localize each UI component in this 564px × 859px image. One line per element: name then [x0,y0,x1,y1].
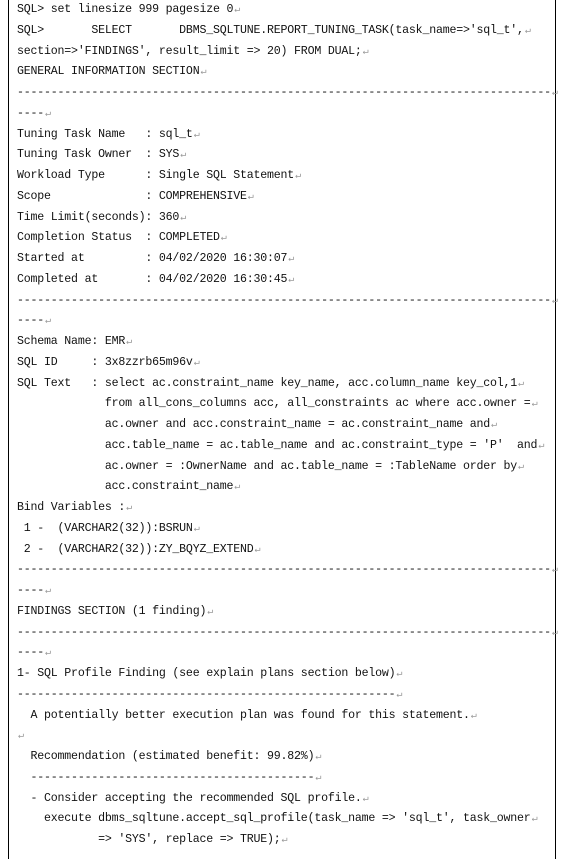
document-line [17,685,402,706]
line-text: SQL> SELECT DBMS_SQLTUNE.REPORT_TUNING_TASK(task_name=>'sql_t', [17,23,524,37]
return-mark-icon: ↵ [396,689,403,701]
line-text: Tuning Task Owner : SYS [17,148,180,162]
return-mark-icon: ↵ [281,835,288,846]
return-mark-icon: ↵ [551,565,558,577]
document-line [17,311,51,332]
line-text: => 'SYS', replace => TRUE); [17,833,281,846]
return-mark-icon: ↵ [200,67,207,79]
return-mark-icon: ↵ [551,295,558,307]
line-text: from all_cons_columns acc, all_constraints ac where acc.owner = [17,397,531,411]
document-line [17,187,254,208]
line-text: Recommendation (estimated benefit: 99.82%) [17,750,315,763]
document-line [17,602,213,623]
document-line [17,664,402,685]
document-line [17,21,531,42]
document-line [17,643,51,664]
document-line [17,436,544,457]
document-line [17,519,200,540]
line-text: Schema Name: EMR [17,335,126,348]
document-line [17,332,132,353]
line-text: Workload Type : Single SQL Statement [17,169,295,182]
document-line [17,249,294,270]
return-mark-icon: ↵ [538,440,545,452]
document-frame [8,0,556,859]
line-text: ------------------------------------------ [17,770,315,784]
line-text: ------------------------------------------------------------------------------- [17,293,551,307]
document-line [17,768,321,789]
document-line [17,809,537,830]
line-text: ------------------------------------------------------------------------------- [17,625,551,639]
line-text: execute dbms_sqltune.accept_sql_profile(task_name => 'sql_t', task_owner [17,812,531,826]
document-line [17,706,477,727]
document-line [17,457,524,478]
document-line [17,166,301,187]
document-line [17,208,186,229]
return-mark-icon: ↵ [396,669,403,680]
return-mark-icon: ↵ [362,46,369,58]
return-mark-icon: ↵ [247,191,254,203]
document-line [17,581,51,602]
return-mark-icon: ↵ [234,5,241,16]
document-line [17,540,260,561]
document-line [17,104,51,125]
document-line [17,83,558,104]
return-mark-icon: ↵ [254,544,261,556]
return-mark-icon: ↵ [524,25,531,37]
line-text: Scope : COMPREHENSIVE [17,189,247,203]
line-text: Bind Variables : [17,501,126,514]
document-line [17,726,24,747]
document-line [17,394,537,415]
line-text: 1 - (VARCHAR2(32)):BSRUN [17,521,193,535]
return-mark-icon: ↵ [288,274,295,286]
document-line [17,125,200,146]
line-text: ac.owner and acc.constraint_name = ac.constraint_name and [17,418,491,431]
return-mark-icon: ↵ [45,108,51,120]
return-mark-icon: ↵ [288,254,295,265]
line-text: acc.constraint_name [17,480,234,494]
document-line [17,415,497,436]
line-text: - Consider accepting the recommended SQL profile. [17,791,362,805]
line-text: Tuning Task Name : sql_t [17,127,193,141]
line-text: 1- SQL Profile Finding (see explain plans section below) [17,667,396,680]
line-text: ---- [17,106,45,120]
line-text: -------------------------------------------------------- [17,687,396,701]
return-mark-icon: ↵ [193,129,200,141]
line-text: ---- [17,314,45,328]
return-mark-icon: ↵ [491,420,497,431]
return-mark-icon: ↵ [207,606,214,618]
line-text: section=>'FINDINGS', result_limit => 20) FROM DUAL; [17,44,362,58]
return-mark-icon: ↵ [470,710,477,722]
document-line [17,374,524,395]
line-text: acc.table_name = ac.table_name and ac.constraint_type = 'P' and [17,438,538,452]
line-text: ac.owner = :OwnerName and ac.table_name = :TableName order by [17,459,518,473]
document-line [17,145,186,166]
line-text: ---- [17,646,45,660]
document-line [17,228,227,249]
return-mark-icon: ↵ [193,357,200,369]
line-text: Completed at : 04/02/2020 16:30:45 [17,272,288,286]
document-line [17,62,206,83]
document-line [17,42,368,63]
document-line [17,623,558,644]
return-mark-icon: ↵ [126,337,132,348]
document-line [17,270,294,291]
return-mark-icon: ↵ [551,627,558,639]
return-mark-icon: ↵ [180,150,187,162]
line-text: 2 - (VARCHAR2(32)):ZY_BQYZ_EXTEND [17,542,254,556]
document-line [17,0,240,21]
line-text: ---- [17,584,45,597]
return-mark-icon: ↵ [531,399,538,411]
return-mark-icon: ↵ [518,461,524,473]
return-mark-icon: ↵ [193,523,200,535]
document-line [17,830,287,851]
return-mark-icon: ↵ [126,503,132,514]
document-line [17,789,368,810]
line-text: GENERAL INFORMATION SECTION [17,65,200,79]
return-mark-icon: ↵ [45,316,51,328]
document-line [17,477,240,498]
line-text: SQL ID : 3x8zzrb65m96v [17,355,193,369]
return-mark-icon: ↵ [315,772,322,784]
return-mark-icon: ↵ [18,731,24,743]
line-text: FINDINGS SECTION (1 finding) [17,604,207,618]
return-mark-icon: ↵ [362,793,369,805]
line-text: A potentially better execution plan was found for this statement. [17,708,470,722]
document-line [17,291,558,312]
return-mark-icon: ↵ [180,212,187,224]
return-mark-icon: ↵ [234,482,241,494]
return-mark-icon: ↵ [220,233,227,245]
return-mark-icon: ↵ [531,814,538,826]
return-mark-icon: ↵ [518,378,524,390]
return-mark-icon: ↵ [315,752,322,763]
return-mark-icon: ↵ [45,648,51,660]
document-line [17,560,558,581]
return-mark-icon: ↵ [45,586,51,597]
line-text: SQL> set linesize 999 pagesize 0 [17,3,234,16]
return-mark-icon: ↵ [551,88,558,99]
line-text: Completion Status : COMPLETED [17,231,220,245]
line-text: Time Limit(seconds): 360 [17,210,180,224]
document-line [17,353,200,374]
document-line [17,747,321,768]
line-text: Started at : 04/02/2020 16:30:07 [17,252,288,265]
line-text: ------------------------------------------------------------------------------- [17,563,551,577]
line-text: SQL Text : select ac.constraint_name key_name, acc.column_name key_col,1 [17,376,518,390]
return-mark-icon: ↵ [295,171,301,182]
line-text: ------------------------------------------------------------------------------- [17,86,551,99]
document-line [17,498,132,519]
